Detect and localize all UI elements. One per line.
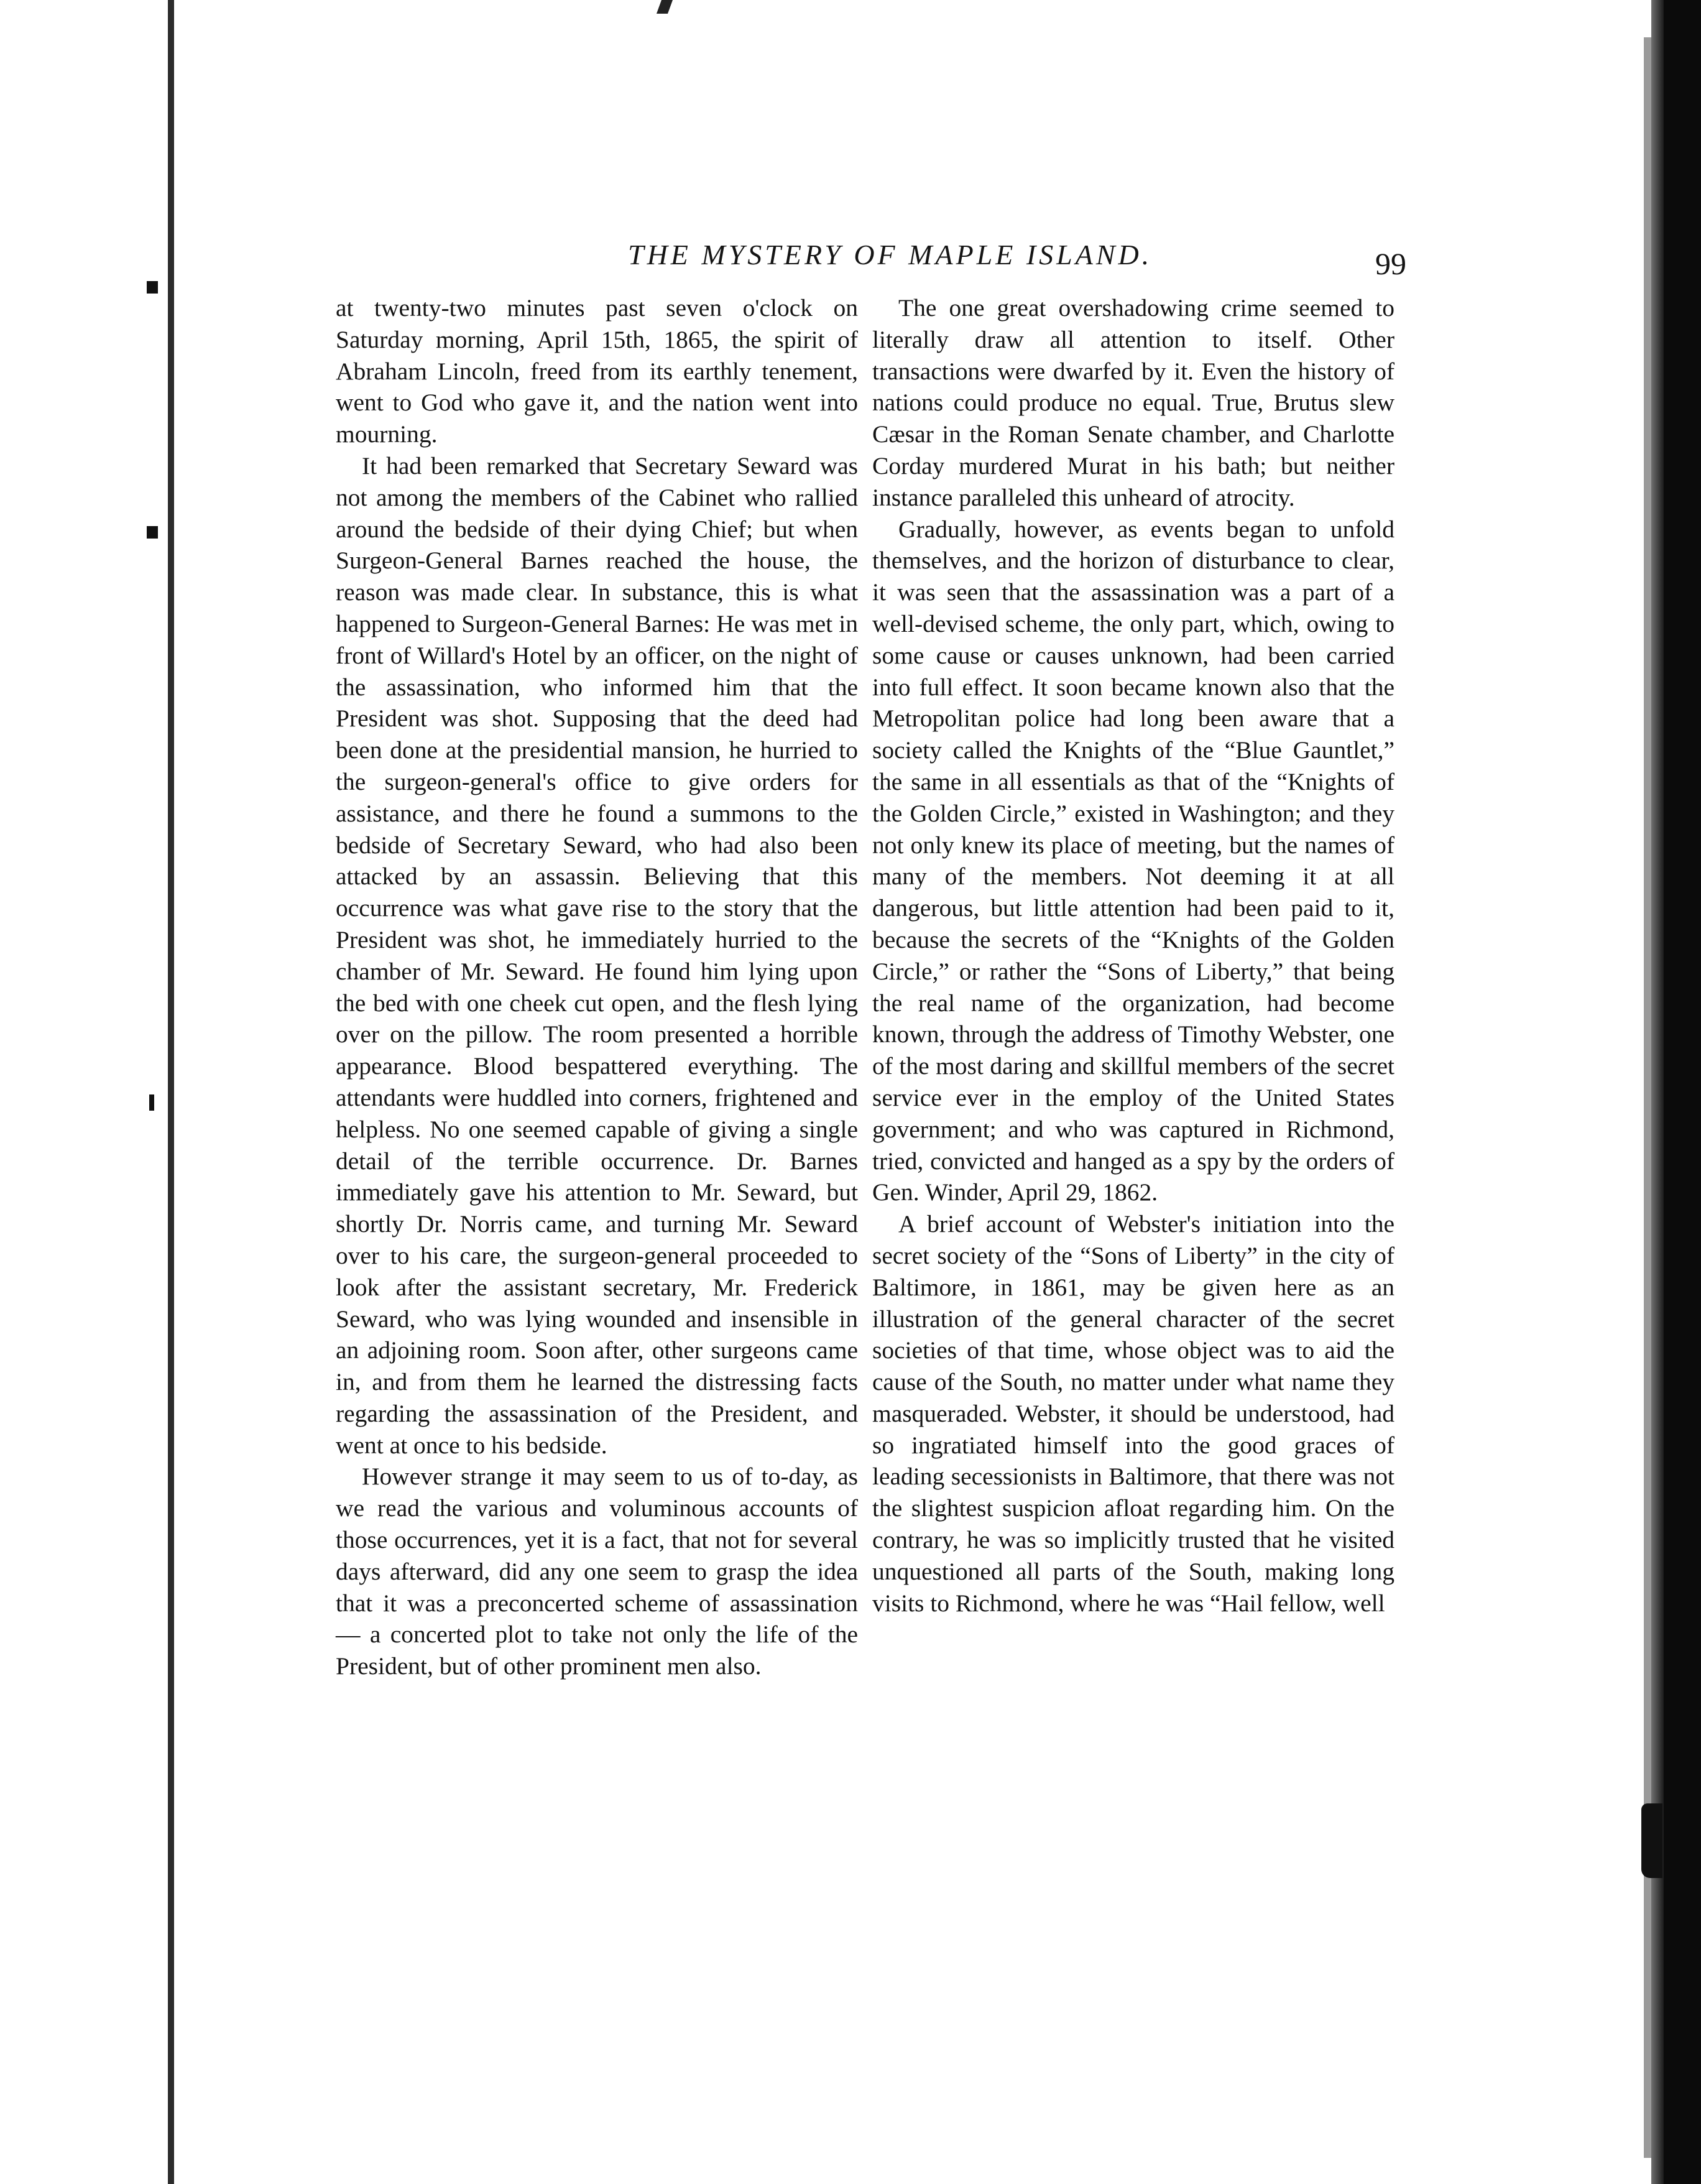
scan-artifact <box>657 0 673 14</box>
paragraph: at twenty-two minutes past seven o'clock on Saturday morning, April 15th, 1865, the spirit of Abraham Lincoln, freed from its earthly tenement, went to God who gave it, and the nation went into mourning. <box>336 294 858 448</box>
page-number: 99 <box>1375 246 1406 281</box>
binding-mark <box>147 281 158 294</box>
left-column <box>336 292 858 1682</box>
scan-artifact <box>1641 1803 1662 1878</box>
paragraph: However strange it may seem to us of to-day, as we read the various and voluminous accounts of those occurrences, yet it is a fact, that not for several days afterward, did any one seem to grasp the idea that it was a preconcerted scheme of assassination — a concerted plot to take not only the life of the President, but of other prominent men also. <box>336 1463 858 1680</box>
running-head: THE MYSTERY OF MAPLE ISLAND. <box>628 239 1153 271</box>
paragraph: A brief account of Webster's initiation into the secret society of the “Sons of Liberty” in the city of Baltimore, in 1861, may be given here as an illustration of the general character of the secret societies of that time, whose object was to aid the cause of the South, no matter under what name they masqueraded. Webster, it should be understood, had so ingratiated himself into the good graces of leading secessionists in Baltimore, that there was not the slightest suspicion afloat regarding him. On the contrary, he was so implicitly trusted that he visited unquestioned all parts of the South, making long visits to Richmond, where he was “Hail fellow, well <box>872 1210 1394 1617</box>
right-column <box>872 292 1394 1619</box>
binding-gutter <box>0 0 174 2184</box>
binding-mark <box>147 526 158 539</box>
binding-mark <box>149 1094 154 1111</box>
paragraph: The one great overshadowing crime seemed to literally draw all attention to itself. Other transactions were dwarfed by it. Even the history of nations could produce no equal. True, Brutus slew Cæsar in the Roman Senate chamber, and Charlotte Corday murdered Murat in his bath; but neither instance paralleled this unheard of atrocity. <box>872 294 1394 511</box>
paragraph: It had been remarked that Secretary Seward was not among the members of the Cabinet who rallied around the bedside of their dying Chief; but when Surgeon-General Barnes reached the house, the reason was made clear. In substance, this is what happened to Surgeon-General Barnes: He was met in front of Willard's Hotel by an officer, on the night of the assassination, who informed him that the President was shot. Supposing that the deed had been done at the presidential mansion, he hurried to the surgeon-general's office to give orders for assistance, and there he found a summons to the bedside of Secretary Seward, who had also been attacked by an assassin. Believing that this occurrence was what gave rise to the story that the President was shot, he immediately hurried to the chamber of Mr. Seward. He found him lying upon the bed with one cheek cut open, and the flesh lying over on the pillow. The room presented a horrible appearance. Blood bespattered everything. The attendants were huddled into corners, frightened and helpless. No one seemed capable of giving a single detail of the terrible occurrence. Dr. Barnes immediately gave his attention to Mr. Seward, but shortly Dr. Norris came, and turning Mr. Seward over to his care, the surgeon-general proceeded to look after the assistant secretary, Mr. Frederick Seward, who was lying wounded and insensible in an adjoining room. Soon after, other surgeons came in, and from them he learned the distressing facts regarding the assassination of the President, and went at once to his bedside. <box>336 451 858 1459</box>
paragraph: Gradually, however, as events began to unfold themselves, and the horizon of disturbance to clear, it was seen that the assassination was a part of a well-devised scheme, the only part, which, owing to some cause or causes unknown, had been carried into full effect. It soon became known also that the Metropolitan police had long been aware that a society called the Knights of the “Blue Gauntlet,” the same in all essentials as that of the “Knights of the Golden Circle,” existed in Washington; and they not only knew its place of meeting, but the names of many of the members. Not deeming it at all dangerous, but little attention had been paid to it, because the secrets of the “Knights of the Golden Circle,” or rather the “Sons of Liberty,” that being the real name of the organization, had become known, through the address of Timothy Webster, one of the most daring and skillful members of the secret service ever in the employ of the United States government; and who was captured in Richmond, tried, convicted and hanged as a spy by the orders of Gen. Winder, April 29, 1862. <box>872 515 1394 1206</box>
page-edge-right <box>1664 0 1701 2184</box>
